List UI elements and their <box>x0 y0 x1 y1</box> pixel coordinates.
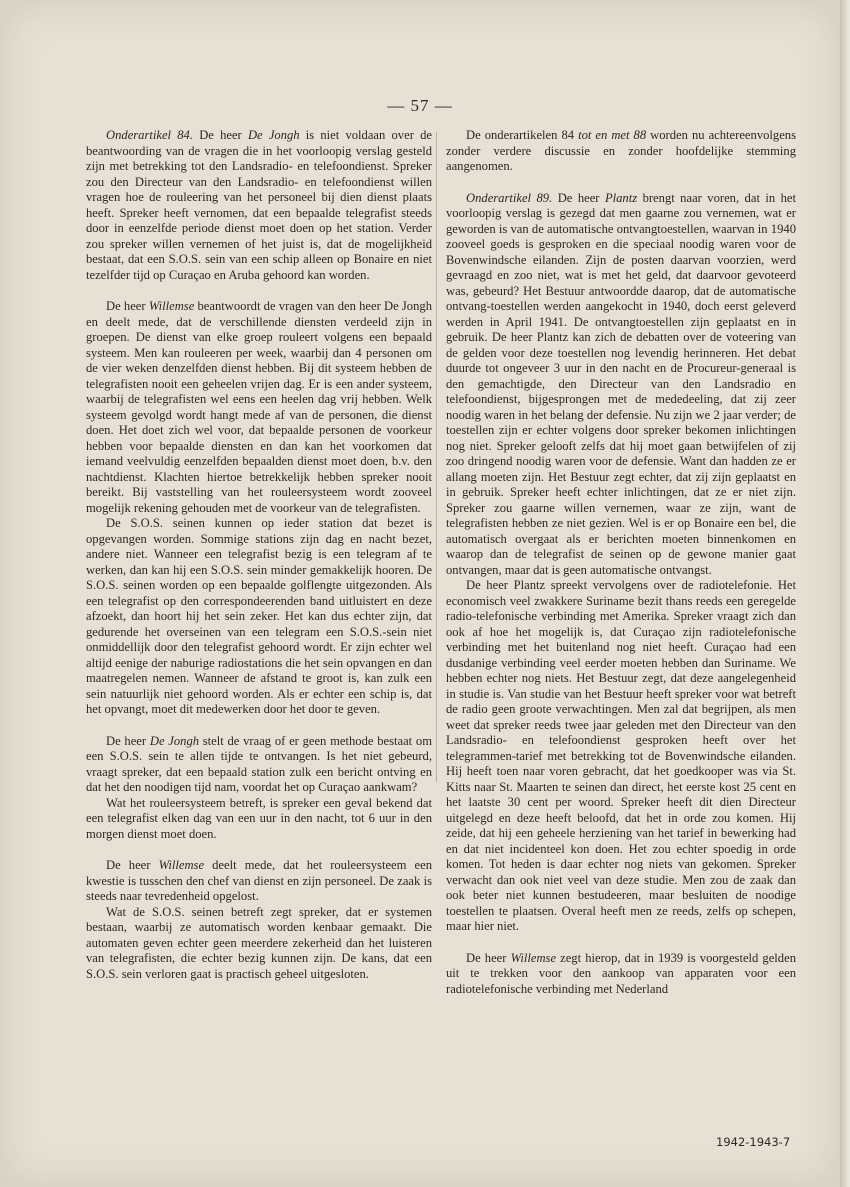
paragraph: Wat het rouleersysteem betreft, is spreker een geval bekend dat een telegrafist elken dag van een uur in den nacht, tot 6 uur in den morgen dienst moet doen. <box>86 795 432 841</box>
paragraph: De heer Willemse deelt mede, dat het rouleersysteem een kwestie is tusschen den chef van dienst en zijn personeel. De zaak is steeds naar tevredenheid opgelost. <box>86 858 433 903</box>
page-edge <box>840 0 850 1187</box>
document-page <box>4 4 836 1183</box>
paragraph: De heer Willemse zegt hierop, dat in 1939 is voorgesteld gelden uit te trekken voor den aankoop van apparaten voor een radiotelefonische verbinding met Nederland <box>446 950 796 996</box>
footer-code: 1942-1943-7 <box>716 1135 791 1149</box>
paragraph: Wat de S.O.S. seinen betreft zegt spreker, dat er systemen bestaan, waarbij ze automatisch worden kenbaar gemaakt. Die automaten geven echter geen meerdere zekerheid dan het luisteren van telegrafisten, die echter bezig kunnen zijn. De kans, dat een S.O.S. sein verloren gaat is practisch geheel uitgesloten. <box>86 904 432 981</box>
paragraph: Onderartikel 84. De heer De Jongh is niet voldaan over de beantwoording van de vragen die in het voorloopig verslag gesteld zijn met betrekking tot den Landsradio- en telefoondienst. Spreker zou den Directeur van den Landsradio- en telefoondienst willen vragen hoe de rouleering van het personeel bij dien dienst plaats heeft. Spreker heeft vernomen, dat een bepaalde telegrafist steeds door in eenzelfde periode dienst moet doen op het station. Verder zou spreker willen vernemen of het juist is, dat de mogelijkheid bestaat, dat een S.O.S. sein van een schip alleen op Bonaire en niet tezelfder tijd op Curaçao en Aruba gehoord kan worden. <box>86 128 432 282</box>
column-divider <box>436 132 437 782</box>
page-number: — 57 — <box>387 96 453 115</box>
paragraph: De S.O.S. seinen kunnen op ieder station dat bezet is opgevangen worden. Sommige stations zijn dag en nacht bezet, andere niet. Wanneer een telegrafist bezig is een telegram af te werken, dan kan hij een S.O.S. sein minder gemakkelijk hooren. De S.O.S. seinen worden op een bepaalde golflengte uitgezonden. Als een telegrafist op den correspondeerenden band uitluistert en deze afzoekt, dan hoort hij het sein zeker. Het kan dus echter zijn, dat gedurende het overseinen van een telegram een S.O.S.-sein niet onmiddellijk door den telegrafist gehoord wordt. Er zijn echter wel altijd eenige der naburige radiostations die het sein opvangen en dan maatregelen nemen. Wanneer de afstand te groot is, kan zulk een sein natuurlijk niet gehoord worden. Als er echter een schip is, dat het opvangt, moet dit medewerken door het door te geven. <box>86 516 432 716</box>
paragraph: De heer Willemse beantwoordt de vragen van den heer De Jongh en deelt mede, dat de verschillende diensten verdeeld zijn in groepen. De dienst van elke groep rouleert volgens een bepaald systeem. Men kan rouleeren per week, waarbij dan 4 personen om de vier weken denzelfden dienst hebben. Bij dit systeem hebben de telegrafisten nooit een geheelen vrijen dag. Er is een ander systeem, waarbij de telegrafisten wel eens een heelen dag vrij hebben. Welk systeem gevolgd wordt hangt mede af van de personen, die dienst doen. Het doet zich wel voor, dat bepaalde personen de voorkeur hebben voor bepaalde diensten en dan kan het voorkomen dat iemand veelvuldig eenzelfden bepaalden dienst moet doen, b.v. den nachtdienst. Klachten hiertoe betrekkelijk hebben spreker nooit bereikt. Bij vaststelling van het rouleersysteem wordt zooveel mogelijk rekening gehouden met de voorkeur van de telegrafisten. <box>86 299 432 515</box>
paragraph: De onderartikelen 84 tot en met 88 worden nu achtereenvolgens zonder verdere discussie en zonder hoofdelijke stemming aangenomen. <box>446 128 796 173</box>
left-column <box>86 128 432 982</box>
paragraph: De heer De Jongh stelt de vraag of er geen methode bestaat om een S.O.S. sein te allen tijde te ontvangen. Is het niet gebeurd, vraagt spreker, dat een bepaald station zulk een bericht ontving en dat het den noodigen tijd nam, voordat het op Curaçao aankwam? <box>86 733 432 794</box>
paragraph: De heer Plantz spreekt vervolgens over de radiotelefonie. Het economisch veel zwakkere Suriname bezit thans reeds een geregelde radio-telefonische verbinding met Amerika. Spreker vraagt zich dan ook af hoe het mogelijk is, dat Curaçao zijn radiotelefonische verbinding met het buitenland nog niet heeft. Curaçao had een dusdanige verbinding veel eerder moeten hebben dan Suriname. We hebben echter nog niets. Het Bestuur zegt, dat deze aangelegenheid in studie is. Van studie van het Bestuur heeft spreker voor wat betreft de radio geen groote verwachtingen. Men zal dat begrijpen, als men weet dat spreker reeds twee jaar geleden met den Directeur van den Landsradio- en telefoondienst gesproken heeft over het telegrammen-tarief met betrekking tot de Bovenwindsche eilanden. Hij heeft toen naar voren gebracht, dat het goedkooper was via St. Kitts naar St. Maarten te seinen dan direct, het eerste kost 25 cent en het laatste 30 cent per woord. Spreker heeft dit dien Directeur uitgelegd en deze heeft beloofd, dat het in orde zou komen. Hij zeide, dat hij een geheele herziening van het tarief in bewerking had en dat niet incidenteel kon doen. Het zou echter spoedig in orde komen. Tot heden is daar echter nog niets van gekomen. Spreker verwacht dan ook niet veel van deze studie. Men zou de zaak dan ook beter niet kunnen bestudeeren, maar besluiten de noodige toestellen te plaatsen. Overal heeft men ze reeds, zelfs op schepen, maar hier niet. <box>446 578 796 933</box>
paragraph: Onderartikel 89. De heer Plantz brengt naar voren, dat in het voorloopig verslag is gezegd dat men gaarne zou vernemen, wat er geworden is van de automatische ontvangtoestellen, waarvan in 1940 zooveel goeds is gesproken en die speciaal noodig waren voor de Bovenwindsche eilanden. Zijn de posten daarvan voorzien, werd gevraagd en zoo niet, wat is met het geld, dat daarvoor gevoteerd was, gebeurd? Het Bestuur antwoordde daarop, dat de automatische ontvang-toestellen werden aangekocht in 1940, doch eerst geleverd werden in April 1941. De ontvangtoestellen zijn geplaatst en in gebruik. De heer Plantz kan zich de debatten over de voteering van de gelden voor deze toestellen nog levendig herinneren. Het debat duurde tot ongeveer 3 uur in den nacht en de Procureur-generaal is den gemachtigde, den Directeur van den Landsradio en telefoondienst, bijgesprongen met de mededeeling, dat zij zeer noodig waren in het belang der defensie. Nu zijn we 2 jaar verder; de toestellen zijn er echter volgens door spreker bekomen inlichtingen nog niet. Spreker gelooft zelfs dat hij moet gaan betwijfelen of zij zoo dringend noodig waren voor de defensie. Want dan hadden ze er allang moeten zijn. Het Bestuur zegt echter, dat zij zijn geplaatst en in gebruik. Spreker heeft echter inlichtingen, dat ze er niet zijn. Spreker zou gaarne willen vernemen, waar ze zijn, want de telegrafisten hebben ze niet gezien. Wel is er op Bonaire een bel, die automatisch overgaat als er berichten moeten binnenkomen en waarop dan de telegrafist de seinen op de gewone manier gaat ontvangen, maar dat is geen automatische ontvangst. <box>446 190 797 577</box>
right-column <box>446 128 796 997</box>
